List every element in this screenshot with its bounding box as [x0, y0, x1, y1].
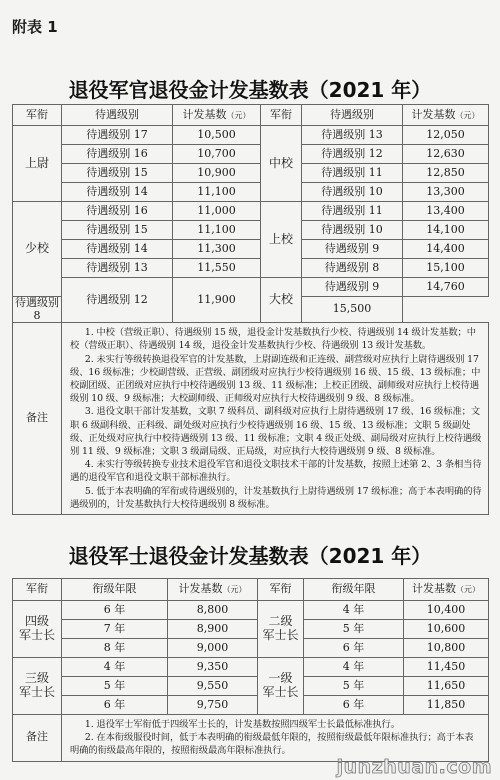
base-cell: 15,500 [302, 297, 403, 323]
officer-pension-table [12, 104, 489, 515]
years-cell: 6 年 [62, 601, 168, 620]
table-row [13, 240, 489, 259]
rank-cell: 二级 军士长 [258, 601, 304, 658]
level-cell: 待遇级别 8 [13, 297, 62, 323]
header-base: 计发基数（元） [173, 105, 261, 126]
rank-cell: 大校 [261, 278, 302, 323]
base-cell: 12,630 [403, 145, 489, 164]
table-row [13, 126, 489, 145]
base-cell: 9,350 [168, 658, 258, 677]
base-cell: 10,400 [404, 601, 489, 620]
years-cell: 5 年 [62, 677, 168, 696]
table-row [13, 145, 489, 164]
header-base: 计发基数（元） [403, 105, 489, 126]
base-cell: 11,450 [404, 658, 489, 677]
level-cell: 待遇级别 11 [302, 164, 403, 183]
base-cell: 14,100 [403, 221, 489, 240]
level-cell: 待遇级别 14 [62, 183, 173, 202]
notes-label: 备注 [13, 715, 62, 762]
officer-table-title: 退役军官退役金计发基数表（2021 年） [68, 78, 432, 102]
years-cell: 5 年 [304, 677, 404, 696]
header-rank: 军衔 [13, 579, 62, 601]
level-cell: 待遇级别 16 [62, 145, 173, 164]
header-years: 衔级年限 [304, 579, 404, 601]
level-cell: 待遇级别 10 [302, 183, 403, 202]
level-cell: 待遇级别 17 [62, 126, 173, 145]
header-base: 计发基数（元） [404, 579, 489, 601]
table-row [13, 278, 489, 297]
level-cell: 待遇级别 10 [302, 221, 403, 240]
level-cell: 待遇级别 15 [62, 164, 173, 183]
notes-text [62, 323, 489, 515]
table-row [13, 259, 489, 278]
table-row [13, 601, 489, 620]
soldier-pension-table [12, 578, 489, 762]
table-row [13, 677, 489, 696]
years-cell: 6 年 [304, 639, 404, 658]
years-cell: 6 年 [304, 696, 404, 715]
table-row [13, 639, 489, 658]
header-rank: 军衔 [258, 579, 304, 601]
header-rank: 军衔 [261, 105, 302, 126]
base-cell: 9,750 [168, 696, 258, 715]
attachment-label: 附表 1 [12, 18, 58, 36]
rank-cell: 中校 [261, 126, 302, 202]
rank-cell: 三级 军士长 [13, 658, 62, 715]
level-cell: 待遇级别 15 [62, 221, 173, 240]
level-cell: 待遇级别 12 [62, 278, 173, 323]
soldier-table-title: 退役军士退役金计发基数表（2021 年） [68, 544, 432, 568]
base-cell: 10,700 [173, 145, 261, 164]
rank-cell: 一级 军士长 [258, 658, 304, 715]
base-cell: 11,000 [173, 202, 261, 221]
officer-header-row [13, 105, 489, 126]
header-base: 计发基数（元） [168, 579, 258, 601]
years-cell: 6 年 [62, 696, 168, 715]
base-cell: 12,050 [403, 126, 489, 145]
watermark: junzhuan.com [336, 756, 492, 778]
base-cell: 13,400 [403, 202, 489, 221]
base-cell: 11,900 [173, 278, 261, 323]
base-cell: 10,600 [404, 620, 489, 639]
rank-cell: 上校 [261, 202, 302, 278]
note-item: 2. 在本衔级服役时间，低于本表明确的衔级最低年限的，按照衔级最低年限标准执行；高于本表明确的衔级最高年限的，按照衔级最高年限标准执行。 [70, 732, 474, 757]
years-cell: 8 年 [62, 639, 168, 658]
base-cell: 11,650 [404, 677, 489, 696]
notes-text [62, 715, 489, 762]
note-item: 4. 未实行等级转换专业技术退役军官和退役文职技术干部的计发基数，按照上述第 2、3 条相当待遇的退役军官和退役文职干部标准执行。 [70, 459, 482, 484]
years-cell: 4 年 [304, 658, 404, 677]
base-cell: 8,900 [168, 620, 258, 639]
years-cell: 4 年 [304, 601, 404, 620]
base-cell: 9,550 [168, 677, 258, 696]
header-years: 衔级年限 [62, 579, 168, 601]
level-cell: 待遇级别 16 [62, 202, 173, 221]
table-row [13, 183, 489, 202]
base-cell: 14,760 [403, 278, 489, 297]
table-row [13, 221, 489, 240]
soldier-header-row [13, 579, 489, 601]
level-cell: 待遇级别 13 [62, 259, 173, 278]
level-cell: 待遇级别 9 [302, 278, 403, 297]
base-cell: 11,850 [404, 696, 489, 715]
note-item: 1. 退役军士军衔低于四级军士长的，计发基数按照四级军士长最低标准执行。 [84, 719, 400, 730]
rank-cell: 少校 [13, 202, 62, 297]
level-cell: 待遇级别 8 [302, 259, 403, 278]
level-cell: 待遇级别 14 [62, 240, 173, 259]
base-cell: 10,800 [404, 639, 489, 658]
base-cell: 13,300 [403, 183, 489, 202]
years-cell: 7 年 [62, 620, 168, 639]
notes-row [13, 323, 489, 515]
level-cell: 待遇级别 13 [302, 126, 403, 145]
header-level: 待遇级别 [62, 105, 173, 126]
base-cell: 12,850 [403, 164, 489, 183]
base-cell: 11,550 [173, 259, 261, 278]
notes-row [13, 715, 489, 762]
level-cell: 待遇级别 11 [302, 202, 403, 221]
note-item: 2. 未实行等级转换退役军官的计发基数，上尉副连级和正连级、副营级对应执行上尉待遇级别 17 级、16 级标准；少校副营级、正营级、副团级对应执行少校待遇级别 16 级、15 级、13 级标准；中校副团级、正团级对应执行中校待遇级别 13 级、11 级标准；上校正团级、副师级对应执行上校待遇级别 10 级、9 级标准；大校副师级、正师级对应执行大校待遇级别 9 级、8 级标准。 [70, 353, 481, 405]
base-cell: 11,100 [173, 183, 261, 202]
table-row [13, 658, 489, 677]
note-item: 5. 低于本表明确的军衔或待遇级别的，计发基数执行上尉待遇级别 17 级标准；高于本表明确的待遇级别的，计发基数执行大校待遇级别 8 级标准。 [70, 485, 482, 510]
base-cell: 9,000 [168, 639, 258, 658]
level-cell: 待遇级别 12 [302, 145, 403, 164]
rank-cell: 四级 军士长 [13, 601, 62, 658]
table-row [13, 164, 489, 183]
rank-cell: 上尉 [13, 126, 62, 202]
base-cell: 11,100 [173, 221, 261, 240]
base-cell: 15,100 [403, 259, 489, 278]
header-level: 待遇级别 [302, 105, 403, 126]
table-row [13, 620, 489, 639]
base-cell: 10,900 [173, 164, 261, 183]
header-rank: 军衔 [13, 105, 62, 126]
note-item: 3. 退役文职干部计发基数，文职 7 级科员、副科级对应执行上尉待遇级别 17 级、16 级标准；文职 6 级副科级、正科级、副处级对应执行少校待遇级别 16 级、15 级、13 级标准；文职 5 级副处级、正处级对应执行中校待遇级别 13 级、11 级标准；文职 4 级正处级、副局级对应执行上校待遇级别 11 级、9 级标准；文职 3 级副局级、正局级，对应执行大校待遇级别 9 级、8 级标准。 [70, 406, 482, 457]
notes-label: 备注 [13, 323, 62, 515]
base-cell: 11,300 [173, 240, 261, 259]
table-row [13, 202, 489, 221]
years-cell: 4 年 [62, 658, 168, 677]
base-cell: 10,500 [173, 126, 261, 145]
base-cell: 14,400 [403, 240, 489, 259]
years-cell: 5 年 [304, 620, 404, 639]
note-item: 1. 中校（营级正职）、待遇级别 15 级，退役金计发基数执行少校、待遇级别 14 级计发基数；中校（营级正职）、待遇级别 14 级，退役金计发基数执行少校、待遇级别 13 级计发基数。 [70, 327, 476, 352]
base-cell: 8,800 [168, 601, 258, 620]
table-row [13, 696, 489, 715]
level-cell: 待遇级别 9 [302, 240, 403, 259]
